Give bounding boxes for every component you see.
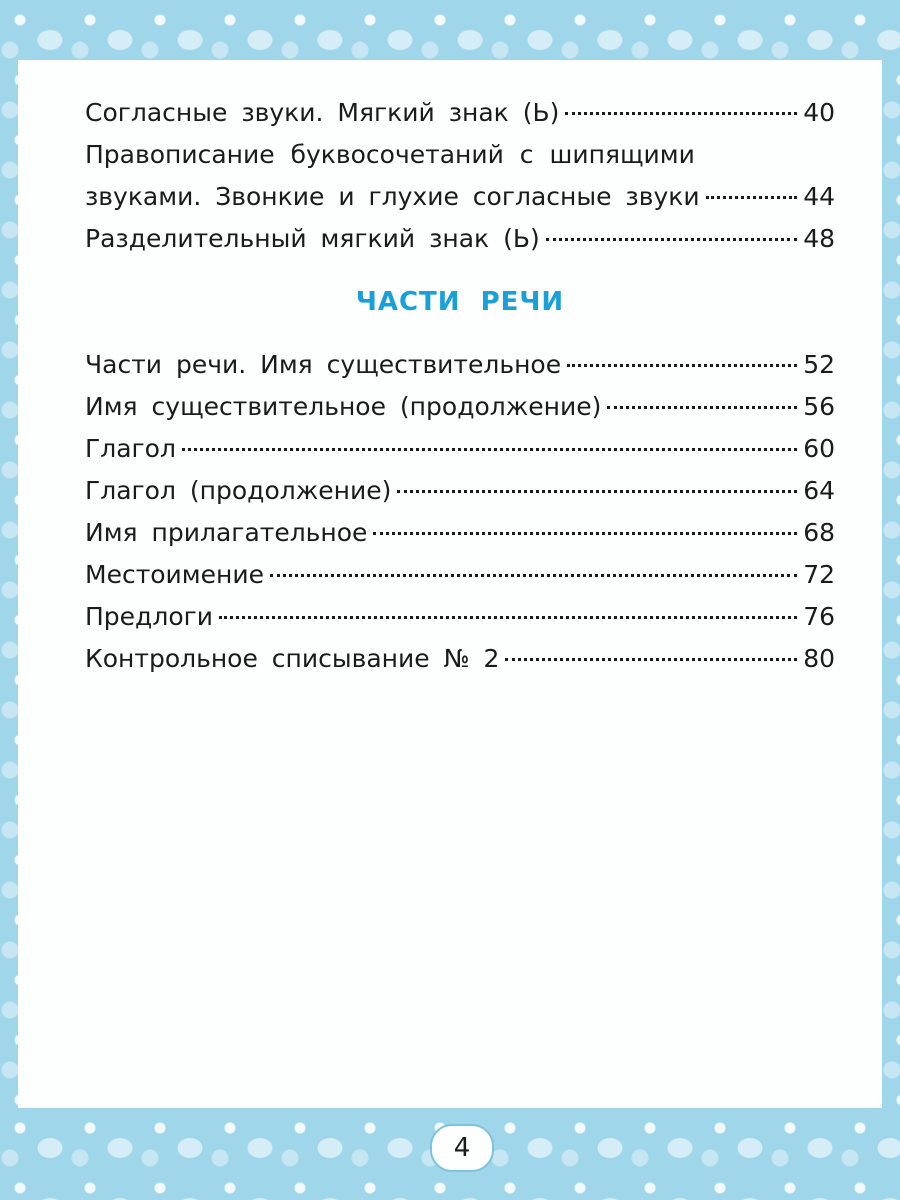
toc-leader-dots xyxy=(567,364,797,367)
toc-leader-dots xyxy=(182,448,797,451)
toc-entry-title-line1[interactable]: Правописание буквосочетаний с шипящими xyxy=(85,140,695,169)
toc-entry-title: Глагол (продолжение) xyxy=(85,476,392,505)
toc-leader-dots xyxy=(546,238,797,241)
toc-leader-dots xyxy=(505,658,797,661)
table-of-contents xyxy=(85,92,835,680)
toc-entry[interactable] xyxy=(85,638,835,680)
toc-entry-title: Имя прилагательное xyxy=(85,518,368,547)
toc-leader-dots xyxy=(706,196,798,199)
toc-entry-title: Местоимение xyxy=(85,560,265,589)
ornament-frame-right xyxy=(882,60,900,1108)
toc-leader-dots xyxy=(270,574,797,577)
toc-entry-page: 40 xyxy=(803,98,835,127)
toc-entry-title: Разделительный мягкий знак (Ь) xyxy=(85,224,540,253)
toc-entry[interactable] xyxy=(85,470,835,512)
toc-entry[interactable] xyxy=(85,386,835,428)
toc-entry[interactable] xyxy=(85,92,835,134)
toc-entry[interactable] xyxy=(85,344,835,386)
toc-entry-title: Части речи. Имя существительное xyxy=(85,350,562,379)
toc-leader-dots xyxy=(565,112,797,115)
toc-entry-title: Предлоги xyxy=(85,602,213,631)
toc-entry-title: Согласные звуки. Мягкий знак (Ь) xyxy=(85,98,560,127)
toc-entry[interactable] xyxy=(85,596,835,638)
toc-entry-page: 64 xyxy=(803,476,835,505)
toc-entry-page: 48 xyxy=(803,224,835,253)
toc-entry-page: 72 xyxy=(803,560,835,589)
toc-entry-page: 44 xyxy=(803,182,835,211)
toc-entry-title: Контрольное списывание № 2 xyxy=(85,644,500,673)
toc-leader-dots xyxy=(607,406,797,409)
toc-entry-title: Имя существительное (продолжение) xyxy=(85,392,602,421)
toc-entry-page: 68 xyxy=(803,518,835,547)
toc-entry-page: 76 xyxy=(803,602,835,631)
toc-entry-title: Глагол xyxy=(85,434,176,463)
toc-leader-dots xyxy=(397,490,797,493)
section-heading: ЧАСТИ РЕЧИ xyxy=(355,287,565,317)
toc-entry[interactable] xyxy=(85,554,835,596)
toc-entry-page: 52 xyxy=(803,350,835,379)
toc-entry[interactable] xyxy=(85,176,835,218)
toc-entry[interactable] xyxy=(85,512,835,554)
page-number: 4 xyxy=(430,1124,494,1172)
toc-entry[interactable] xyxy=(85,428,835,470)
toc-entry-title-line2: звуками. Звонкие и глухие согласные звуки xyxy=(85,182,700,211)
ornament-frame-left xyxy=(0,60,18,1108)
toc-entry-page: 80 xyxy=(803,644,835,673)
toc-entry[interactable] xyxy=(85,218,835,260)
ornament-frame-top xyxy=(0,0,900,60)
toc-entry-page: 60 xyxy=(803,434,835,463)
toc-leader-dots xyxy=(219,616,797,619)
toc-entry-page: 56 xyxy=(803,392,835,421)
toc-leader-dots xyxy=(373,532,797,535)
